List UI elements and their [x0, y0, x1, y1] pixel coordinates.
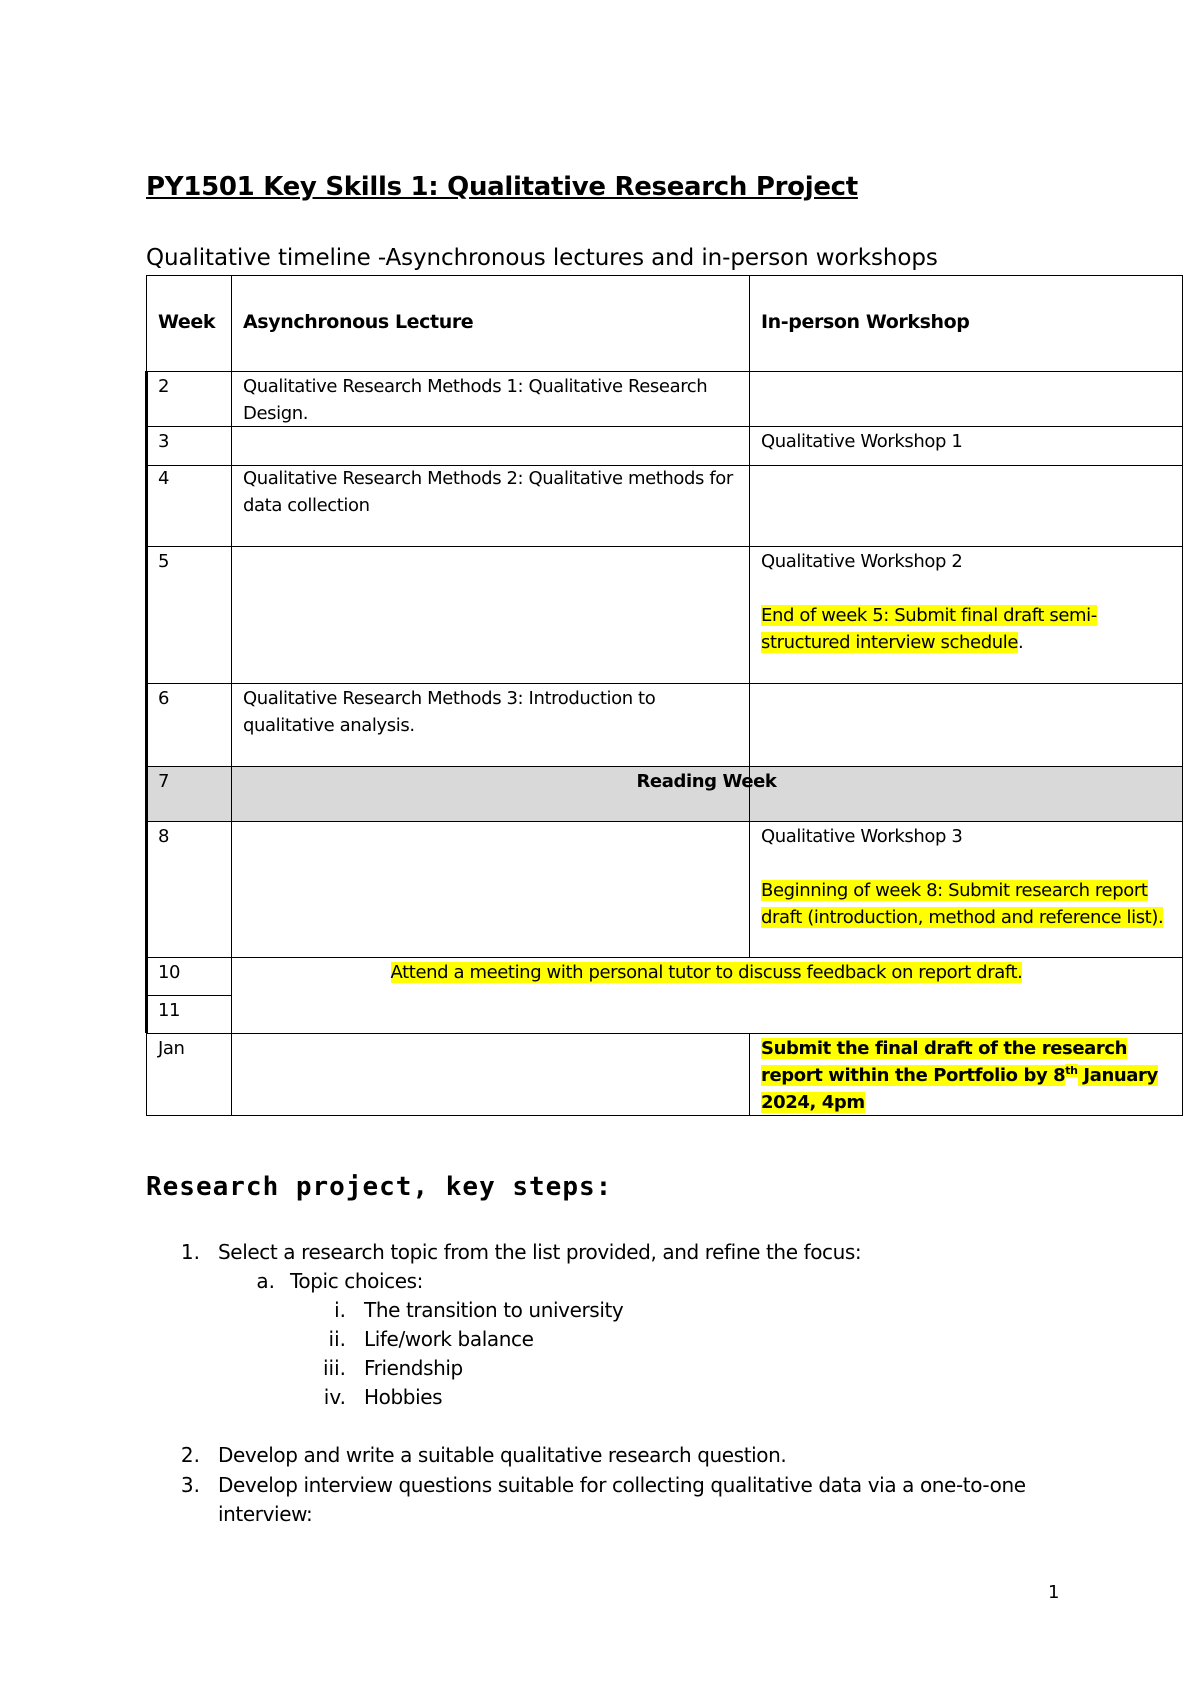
- list-item-continuation: interview:: [218, 1502, 313, 1526]
- lecture-cell: Qualitative Research Methods 2: Qualitative methods for data collection: [243, 468, 733, 516]
- list-item: Hobbies: [364, 1385, 443, 1409]
- list-number: i.: [334, 1298, 346, 1322]
- final-deadline-note: [761, 1035, 1181, 1116]
- tutor-meeting-note: [231, 959, 1182, 986]
- deadline-note-period: .: [1018, 632, 1024, 653]
- deadline-note: [761, 877, 1181, 931]
- workshop-cell: Qualitative Workshop 1: [761, 431, 963, 452]
- steps-heading: Research project, key steps:: [146, 1172, 613, 1202]
- workshop-cell: Qualitative Workshop 2: [761, 551, 963, 572]
- week-cell: 6: [158, 688, 170, 709]
- list-item: Develop interview questions suitable for collecting qualitative data via a one-to-one: [218, 1473, 1026, 1497]
- list-number: iv.: [323, 1385, 346, 1409]
- document-subtitle: Qualitative timeline -Asynchronous lectures and in-person workshops: [146, 245, 938, 271]
- lecture-cell: Qualitative Research Methods 1: Qualitative Research Design.: [243, 376, 708, 424]
- workshop-cell: Qualitative Workshop 3: [761, 826, 963, 847]
- deadline-note-highlight: End of week 5: Submit final draft semi-structured interview schedule: [761, 605, 1097, 653]
- reading-week-label: Reading Week: [636, 771, 777, 792]
- header-asynchronous-lecture: Asynchronous Lecture: [243, 311, 474, 333]
- list-item: Develop and write a suitable qualitative research question.: [218, 1443, 787, 1467]
- list-item: Life/work balance: [364, 1327, 534, 1351]
- list-item: Topic choices:: [290, 1269, 423, 1293]
- week-cell: 7: [158, 771, 170, 792]
- header-in-person-workshop: In-person Workshop: [761, 311, 970, 333]
- week-cell: 3: [158, 431, 170, 452]
- week-cell: 11: [158, 1000, 181, 1021]
- lecture-cell: Qualitative Research Methods 3: Introduction to qualitative analysis.: [243, 688, 656, 736]
- week-cell: 4: [158, 468, 170, 489]
- list-number: iii.: [322, 1356, 346, 1380]
- list-item: Friendship: [364, 1356, 463, 1380]
- deadline-note: [761, 602, 1171, 656]
- list-number: ii.: [328, 1327, 346, 1351]
- week-cell: 10: [158, 962, 181, 983]
- header-week: Week: [158, 311, 216, 333]
- week-cell: 2: [158, 376, 170, 397]
- final-deadline-part-2: January 2024, 4pm: [761, 1065, 1158, 1113]
- list-item: Select a research topic from the list provided, and refine the focus:: [218, 1240, 862, 1264]
- final-deadline-part-1: Submit the final draft of the research report within the Portfolio by 8: [761, 1038, 1128, 1086]
- list-item: The transition to university: [364, 1298, 624, 1322]
- deadline-note-highlight: Beginning of week 8: Submit research report draft (introduction, method and reference list).: [761, 880, 1164, 928]
- week-cell: Jan: [158, 1038, 185, 1059]
- page-number: 1: [1048, 1582, 1060, 1603]
- list-number: 2.: [180, 1443, 200, 1467]
- list-number: 1.: [180, 1240, 200, 1264]
- list-number: 3.: [180, 1473, 200, 1497]
- list-number: a.: [256, 1269, 275, 1293]
- final-deadline-superscript: th: [1065, 1064, 1078, 1077]
- tutor-meeting-highlight: Attend a meeting with personal tutor to discuss feedback on report draft.: [390, 962, 1023, 983]
- document-title: PY1501 Key Skills 1: Qualitative Research Project: [146, 172, 858, 202]
- week-cell: 5: [158, 551, 170, 572]
- week-cell: 8: [158, 826, 170, 847]
